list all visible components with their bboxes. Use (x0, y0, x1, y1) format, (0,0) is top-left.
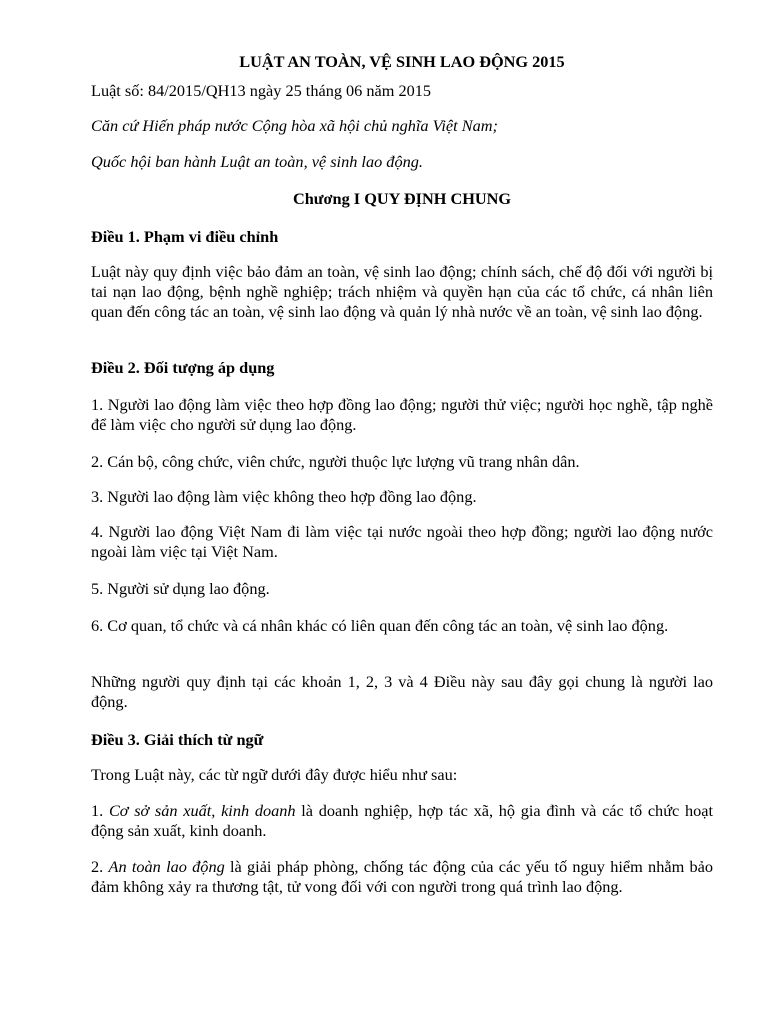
preamble-basis: Căn cứ Hiến pháp nước Cộng hòa xã hội chủ nghĩa Việt Nam; (91, 116, 498, 135)
article-3-definition-2 (91, 857, 713, 897)
article-3-heading: Điều 3. Giải thích từ ngữ (91, 730, 264, 749)
article-1-heading: Điều 1. Phạm vi điều chỉnh (91, 227, 279, 246)
definition-number: 1. (91, 801, 104, 820)
article-2-item-2: 2. Cán bộ, công chức, viên chức, người thuộc lực lượng vũ trang nhân dân. (91, 452, 580, 471)
definition-text: là doanh nghiệp, hợp tác xã, hộ gia đình và các tổ chức hoạt động sản xuất, kinh doanh. (91, 801, 713, 840)
definition-number: 2. (91, 857, 104, 876)
article-3-intro: Trong Luật này, các từ ngữ dưới đây được hiểu như sau: (91, 765, 458, 784)
article-2-item-1: 1. Người lao động làm việc theo hợp đồng lao động; người thử việc; người học nghề, tập nghề để làm việc cho người sử dụng lao động. (91, 395, 713, 434)
chapter-heading: Chương I QUY ĐỊNH CHUNG (292, 189, 512, 208)
article-3-definition-1 (91, 801, 713, 841)
article-2-item-6: 6. Cơ quan, tổ chức và cá nhân khác có liên quan đến công tác an toàn, vệ sinh lao động. (91, 616, 669, 635)
article-2-heading: Điều 2. Đối tượng áp dụng (91, 358, 275, 377)
article-2-item-4: 4. Người lao động Việt Nam đi làm việc tại nước ngoài theo hợp đồng; người lao động nước ngoài làm việc tại Việt Nam. (91, 522, 713, 561)
defined-term: Cơ sở sản xuất, kinh doanh (108, 801, 296, 820)
article-2-closing: Những người quy định tại các khoản 1, 2, 3 và 4 Điều này sau đây gọi chung là người lao động. (91, 672, 713, 711)
article-2-item-3: 3. Người lao động làm việc không theo hợp đồng lao động. (91, 487, 477, 506)
article-2-item-5: 5. Người sử dụng lao động. (91, 579, 270, 598)
defined-term: An toàn lao động (108, 857, 225, 876)
preamble-enactment: Quốc hội ban hành Luật an toàn, vệ sinh lao động. (91, 152, 423, 171)
document-title: LUẬT AN TOÀN, VỆ SINH LAO ĐỘNG 2015 (239, 52, 565, 71)
definition-text: là giải pháp phòng, chống tác động của các yếu tố nguy hiểm nhằm bảo đảm không xảy ra thương tật, tử vong đối với con người trong quá trình lao động. (91, 857, 714, 896)
article-1-text: Luật này quy định việc bảo đảm an toàn, vệ sinh lao động; chính sách, chế độ đối với người bị tai nạn lao động, bệnh nghề nghiệp; trách nhiệm và quyền hạn của các tổ chức, cá nhân liên quan đến công tác an toàn, vệ sinh lao động và quản lý nhà nước về an toàn, vệ sinh lao động. (91, 262, 713, 321)
law-number: Luật số: 84/2015/QH13 ngày 25 tháng 06 năm 2015 (91, 81, 432, 100)
